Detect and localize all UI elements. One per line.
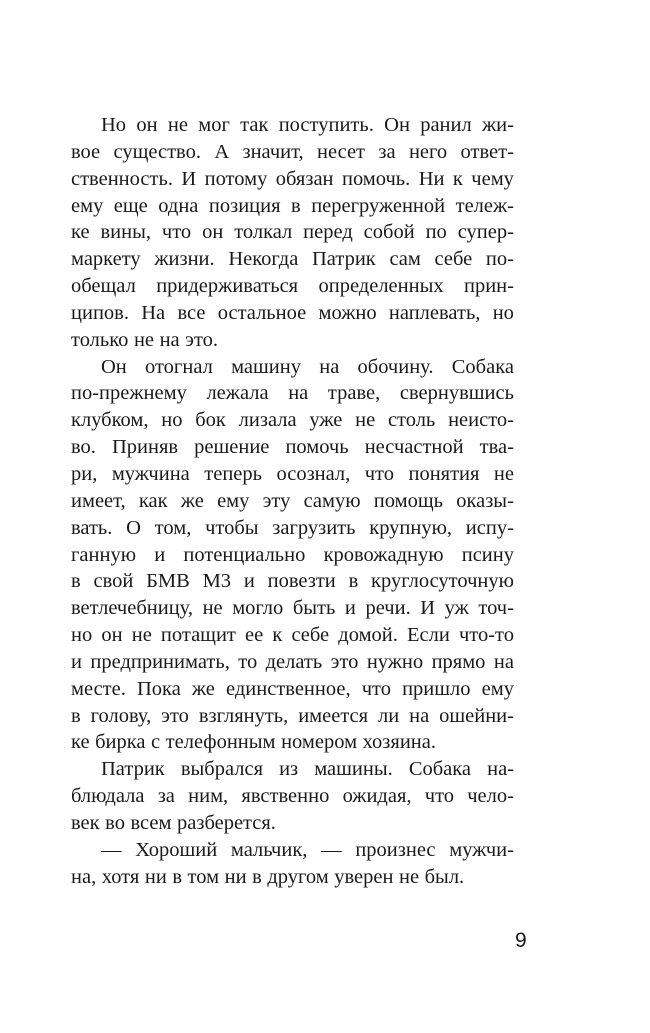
- paragraph: [71, 756, 514, 837]
- text-line: в голову, это взглянуть, имеется ли на ошейни-: [71, 704, 514, 727]
- text-line: в свой БМВ М3 и повезти в круглосуточную: [71, 570, 514, 593]
- text-line: и предпринимать, то делать это нужно прямо на: [71, 650, 514, 673]
- text-line: только не на это.: [71, 328, 219, 351]
- page-number: 9: [515, 929, 527, 952]
- text-line: имеет, как же ему эту самую помощь оказы-: [71, 489, 514, 512]
- paragraph: [71, 354, 514, 757]
- text-line: месте. Пока же единственное, что пришло ему: [71, 677, 514, 700]
- paragraph: [71, 837, 514, 891]
- text-line: Он отогнал машину на обочину. Собака: [101, 355, 514, 378]
- text-line: обещал придерживаться определенных прин-: [71, 275, 514, 298]
- text-line: ственность. И потому обязан помочь. Ни к чему: [71, 167, 514, 190]
- text-line: ри, мужчина теперь осознал, что понятия не: [71, 462, 514, 485]
- text-line: ветлечебницу, не могло быть и речи. И уж точ-: [71, 597, 514, 620]
- text-line: ке бирка с телефонным номером хозяина.: [71, 731, 436, 754]
- text-line: ганную и потенциально кровожадную псину: [71, 543, 514, 566]
- text-line: блюдала за ним, явственно ожидая, что чело-: [71, 785, 514, 808]
- paragraph: [71, 112, 514, 354]
- text-line: во. Приняв решение помочь несчастной тва-: [71, 436, 514, 459]
- text-line: ципов. На все остальное можно наплевать, но: [71, 301, 514, 324]
- text-line: по-прежнему лежала на траве, свернувшись: [71, 382, 514, 405]
- text-line: Патрик выбрался из машины. Собака на-: [101, 758, 514, 781]
- text-line: клубком, но бок лизала уже не столь неисто-: [71, 409, 514, 432]
- text-line: вое существо. А значит, несет за него ответ-: [71, 140, 514, 163]
- text-line: ему еще одна позиция в перегруженной тележ-: [71, 194, 514, 217]
- text-line: но он не потащит ее к себе домой. Если что-то: [71, 624, 514, 647]
- body-text: [71, 112, 514, 890]
- text-line: век во всем разберется.: [71, 811, 276, 834]
- text-line: ке вины, что он толкал перед собой по супер-: [71, 221, 514, 244]
- text-line: — Хороший мальчик, — произнес мужчи-: [101, 838, 514, 861]
- text-line: Но он не мог так поступить. Он ранил жи-: [101, 114, 514, 136]
- text-line: на, хотя ни в том ни в другом уверен не был.: [71, 865, 465, 888]
- text-line: вать. О том, чтобы загрузить крупную, испу-: [71, 516, 514, 539]
- text-line: маркету жизни. Некогда Патрик сам себе по-: [71, 248, 514, 271]
